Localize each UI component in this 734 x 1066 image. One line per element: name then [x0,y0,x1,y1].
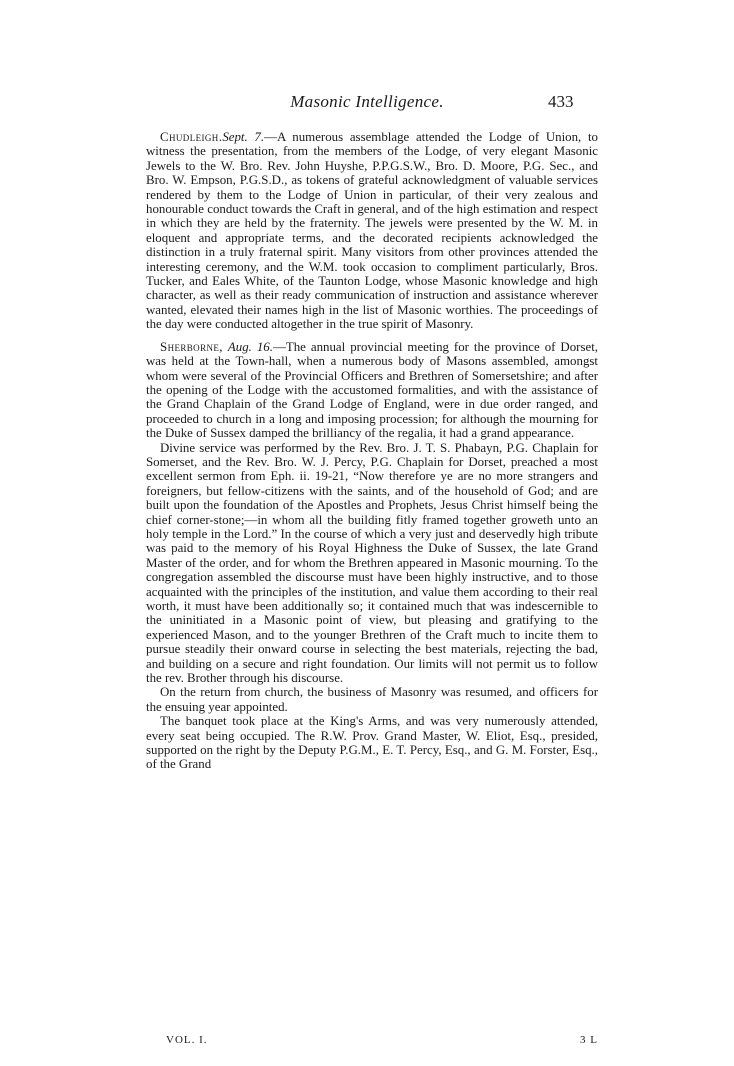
volume-label: VOL. I. [166,1034,208,1046]
page-number: 433 [548,92,574,111]
paragraph-sherborne [146,340,598,441]
signature-mark: 3 L [580,1034,598,1046]
paragraph-divine-service: Divine service was performed by the Rev. Bro. J. T. S. Phabayn, P.G. Chaplain for Somerset, and the Rev. Bro. W. J. Percy, P.G. Chaplain for Dorset, preached a most excellent sermon from Eph. ii. 19-21, “Now therefore ye are no more strangers and foreigners, but fellow-citizens with the saints, and of the household of God; and are built upon the foundation of the Apostles and Prophets, Jesus Christ himself being the chief corner-stone;—in whom all the building fitly framed together groweth unto an holy temple in the Lord.” In the course of which a very just and deservedly high tribute was paid to the memory of his Royal Highness the Duke of Sussex, the late Grand Master of the order, and for whom the Brethren appeared in Masonic mourning. To the congregation assembled the discourse must have been highly instructive, and to those acquainted with the principles of the institution, and value them according to their real worth, it must have been additionally so; it contained much that was indescernible to the uninitiated in a Masonic point of view, but pleasing and gratifying to the experienced Mason, and to the younger Brethren of the Craft much to incite them to pursue steadily their onward course in selecting the best materials, rejecting the bad, and building on a secure and right foundation. Our limits will not permit us to follow the rev. Brother through his discourse. [146,440,598,686]
page-header [0,92,734,116]
paragraph-text: —A numerous assemblage attended the Lodge of Union, to witness the presentation, from the members of the Lodge, of very elegant Masonic Jewels to the W. Bro. Rev. John Huyshe, P.P.G.S.W., Bro. D. Moore, P.G. Sec., and Bro. W. Empson, P.G.S.D., as tokens of grateful acknowledgment of valuable services rendered by them to the Lodge of Union in particular, of their very zealous and honourable conduct towards the Craft in general, and of the high estimation and respect in which they are held by the fraternity. The jewels were presented by the W. M. in eloquent and appropriate terms, and the decorated recipients acknowledged the distinction in a truly fraternal spirit. Many visitors from other provinces attended the interesting ceremony, and the W.M. took occasion to compliment particularly, Bros. Tucker, and Eales White, of the Taunton Lodge, whose Masonic knowledge and high character, as well as their ready communication of instruction and assistance wherever wanted, elevated their names high in the list of Masonic worthies. The proceedings of the day were conducted altogether in the true spirit of Masonry. [146,130,598,332]
page-footer [166,1034,598,1048]
report-date: Sept. 7. [222,130,265,144]
paragraph-text: —The annual provincial meeting for the province of Dorset, was held at the Town-hall, when a numerous body of Masons assembled, amongst whom were several of the Provincial Officers and Brethren of Somersetshire; and after the opening of the Lodge with the accustomed formalities, and with the assistance of the Grand Chaplain of the Grand Lodge of England, were in due order ranged, and proceeded to church in a long and imposing procession; for although the mourning for the Duke of Sussex damped the brilliancy of the regalia, it had a grand appearance. [146,339,599,441]
place-name: Sherborne, [160,339,223,354]
paragraph-chudleigh [146,130,598,332]
paragraph-banquet: The banquet took place at the King's Arms, and was very numerously attended, every seat being occupied. The R.W. Prov. Grand Master, W. Eliot, Esq., presided, supported on the right by the Deputy P.G.M., E. T. Percy, Esq., and G. M. Forster, Esq., of the Grand [146,714,598,772]
running-title: Masonic Intelligence. [290,92,444,111]
article-body [146,130,598,772]
paragraph-return: On the return from church, the business of Masonry was resumed, and officers for the ensuing year appointed. [146,685,598,714]
place-name: Chudleigh. [160,130,223,144]
report-date: Aug. 16. [227,339,273,354]
